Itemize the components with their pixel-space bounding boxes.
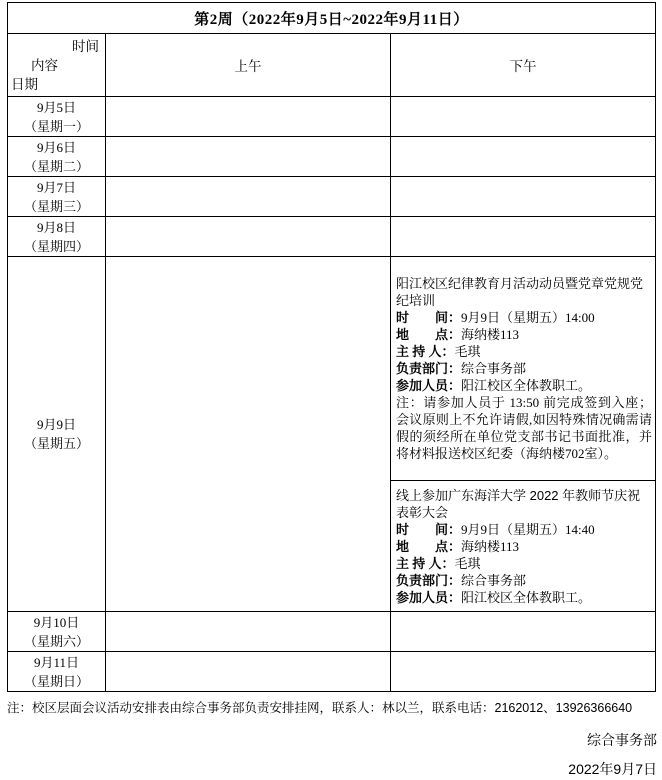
event-field-label: 主 持 人：	[396, 344, 455, 359]
event-field-label: 负责部门：	[396, 361, 462, 376]
event-card-2	[391, 485, 655, 608]
morning-cell	[106, 217, 391, 257]
event-field-label: 参加人员：	[396, 378, 462, 393]
event-field-value: 综合事务部	[461, 361, 527, 376]
event-card-1	[391, 273, 655, 464]
date-cell	[8, 217, 106, 257]
day-row-sep6	[8, 137, 656, 177]
date-cell	[8, 257, 106, 612]
event-field-label: 时 间：	[396, 521, 462, 537]
morning-cell	[106, 652, 391, 692]
event-place-line	[396, 326, 652, 343]
header-corner-cell	[8, 34, 106, 97]
event-title: 阳江校区纪律教育月活动动员暨党章党规党纪培训	[396, 276, 644, 308]
event-dept-line	[396, 572, 652, 589]
event-field-label: 地 点：	[396, 538, 462, 554]
event-field-value: 9月9日（星期五）14:00	[461, 310, 595, 325]
morning-cell	[106, 612, 391, 652]
event-field-value: 海纳楼113	[461, 327, 520, 342]
afternoon-event-cell-2	[391, 481, 656, 612]
date-label: 9月11日	[33, 654, 80, 670]
header-row	[8, 34, 656, 97]
date-cell	[8, 137, 106, 177]
date-cell	[8, 177, 106, 217]
afternoon-column-header: 下午	[391, 34, 656, 97]
day-row-sep9	[8, 257, 656, 481]
day-row-sep5	[8, 97, 656, 137]
date-cell	[8, 97, 106, 137]
corner-time-label: 时间	[72, 39, 99, 54]
event-field-value: 毛琪	[454, 555, 481, 571]
afternoon-cell	[391, 217, 656, 257]
event-note: 注：请参加人员于 13:50 前完成签到入座；会议原则上不允许请假,如因特殊情况确需请假的须经所在单位党支部书记书面批准，并将材料报送校区纪委（海纳楼702室）。	[396, 395, 652, 461]
event-time-line	[396, 521, 652, 538]
date-label: 9月9日	[36, 417, 76, 432]
event-field-value: 毛琪	[454, 344, 481, 359]
weekday-label: （星期六）	[23, 633, 89, 649]
day-row-sep7	[8, 177, 656, 217]
event-field-value: 阳江校区全体教职工。	[461, 378, 592, 393]
footer-note: 注：校区层面会议活动安排表由综合事务部负责安排挂网，联系人：林以兰，联系电话：2162012、13926366640	[7, 701, 633, 715]
weekday-label: （星期二）	[23, 158, 89, 174]
date-label: 9月5日	[36, 99, 76, 115]
afternoon-cell	[391, 177, 656, 217]
event-field-label: 时 间：	[396, 310, 462, 325]
event-field-value: 9月9日（星期五）14:40	[461, 521, 595, 537]
event-field-label: 主 持 人：	[396, 555, 455, 571]
afternoon-cell	[391, 97, 656, 137]
weekday-label: （星期四）	[23, 238, 89, 254]
weekly-schedule-table	[7, 2, 656, 692]
afternoon-cell	[391, 612, 656, 652]
event-field-label: 参加人员：	[396, 589, 462, 605]
morning-cell	[106, 177, 391, 217]
event-host-line	[396, 555, 652, 572]
morning-cell	[106, 257, 391, 612]
corner-date-label: 日期	[11, 77, 38, 92]
event-time-line	[396, 309, 652, 326]
date-label: 9月8日	[36, 219, 76, 235]
date-cell	[8, 652, 106, 692]
event-field-value: 综合事务部	[461, 572, 527, 588]
event-field-label: 地 点：	[396, 327, 462, 342]
weekday-label: （星期三）	[23, 198, 89, 214]
date-cell	[8, 612, 106, 652]
event-place-line	[396, 538, 652, 555]
morning-column-header: 上午	[106, 34, 391, 97]
weekday-label: （星期五）	[23, 436, 89, 451]
afternoon-cell	[391, 652, 656, 692]
footer-date: 2022年9月7日	[568, 761, 657, 777]
page-title: 第2周（2022年9月5日~2022年9月11日）	[8, 3, 656, 34]
day-row-sep10	[8, 612, 656, 652]
day-row-sep8	[8, 217, 656, 257]
event-field-value: 阳江校区全体教职工。	[461, 589, 592, 605]
morning-cell	[106, 97, 391, 137]
event-field-label: 负责部门：	[396, 572, 462, 588]
date-label: 9月7日	[36, 179, 76, 195]
event-attendees-line	[396, 589, 652, 606]
event-dept-line	[396, 360, 652, 377]
afternoon-event-cell-1	[391, 257, 656, 481]
corner-content-label: 内容	[31, 58, 58, 73]
footer-department: 综合事务部	[587, 732, 657, 748]
title-row	[8, 3, 656, 34]
event-attendees-line	[396, 377, 652, 394]
afternoon-cell	[391, 137, 656, 177]
morning-cell	[106, 137, 391, 177]
event-host-line	[396, 343, 652, 360]
day-row-sep11	[8, 652, 656, 692]
weekday-label: （星期日）	[23, 673, 89, 689]
event-field-value: 海纳楼113	[461, 538, 520, 554]
weekday-label: （星期一）	[23, 118, 89, 134]
date-label: 9月6日	[36, 139, 76, 155]
event-title: 线上参加广东海洋大学 2022 年教师节庆祝表彰大会	[396, 487, 641, 520]
date-label: 9月10日	[33, 614, 80, 630]
